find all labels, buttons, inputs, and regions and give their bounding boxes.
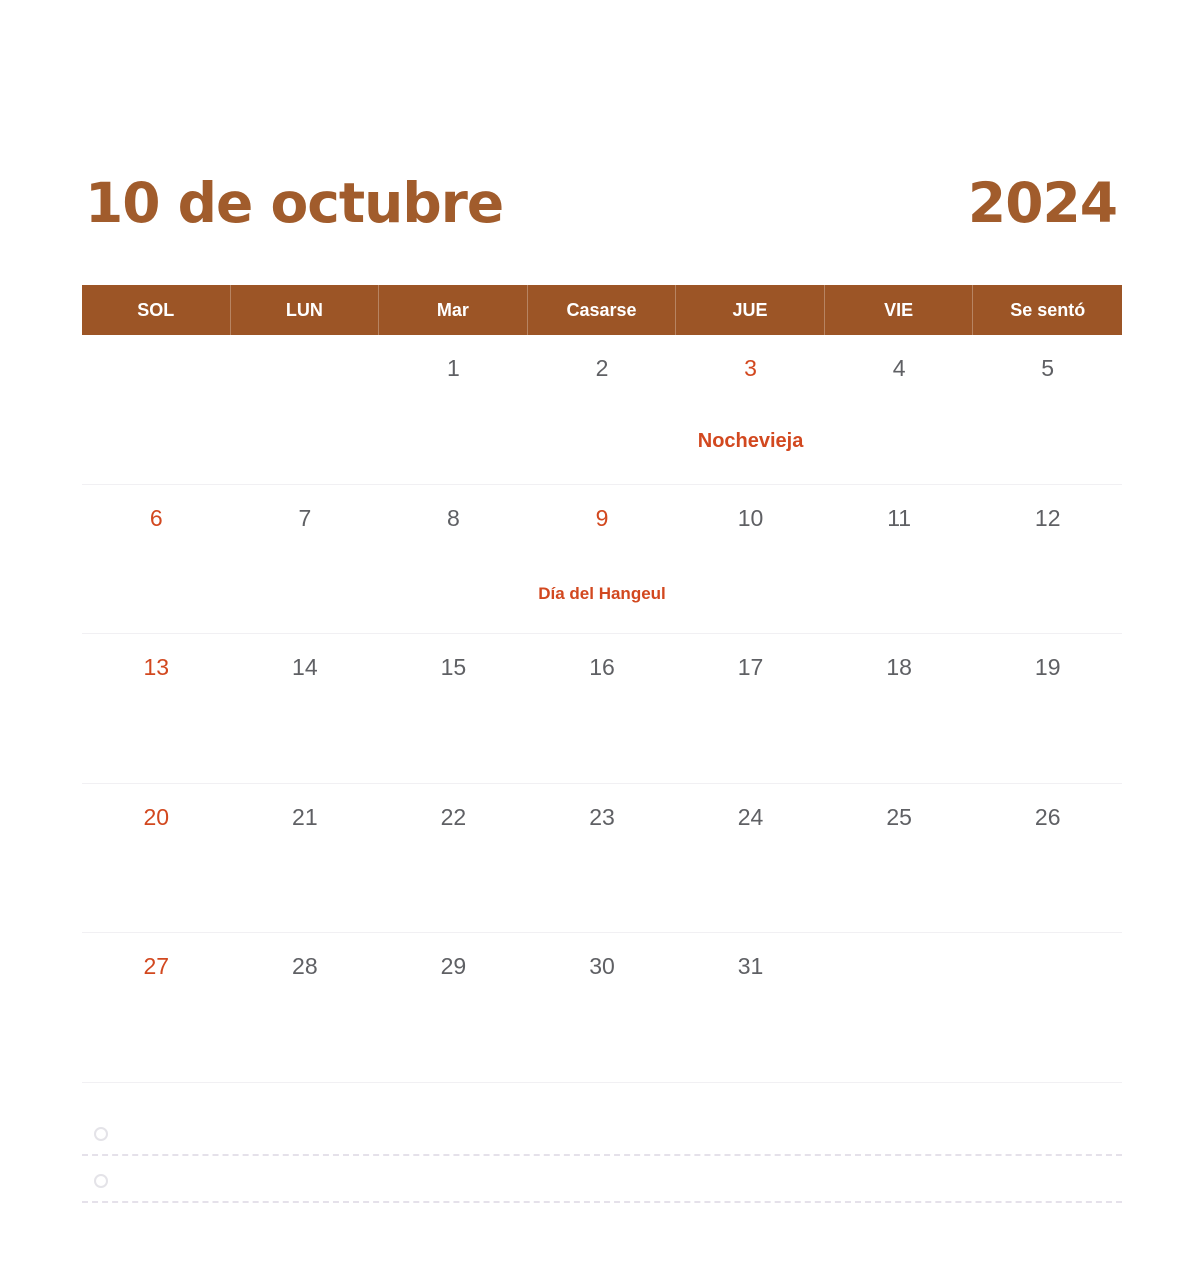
holiday-label-nochevieja: Nochevieja xyxy=(697,430,804,452)
day-number: 15 xyxy=(440,654,467,681)
day-cell-14 xyxy=(231,634,380,783)
day-cell-empty xyxy=(825,933,974,1082)
day-cell-21 xyxy=(231,784,380,933)
day-cell-empty xyxy=(82,335,231,484)
day-cell-empty xyxy=(231,335,380,484)
day-number: 16 xyxy=(589,654,615,681)
day-number: 1 xyxy=(447,355,460,381)
day-cell-8 xyxy=(379,485,528,634)
day-cell-5 xyxy=(973,335,1122,484)
day-number: 3 xyxy=(744,355,757,381)
day-number: 21 xyxy=(292,803,318,830)
day-number: 27 xyxy=(143,953,170,980)
day-number: 28 xyxy=(292,953,318,980)
day-cell-17 xyxy=(676,634,825,783)
day-number: 13 xyxy=(143,654,170,681)
day-number: 29 xyxy=(440,953,467,980)
day-number: 23 xyxy=(589,803,615,830)
week-row-3 xyxy=(82,634,1122,784)
day-number: 25 xyxy=(886,803,912,830)
day-number: 4 xyxy=(892,355,906,381)
day-cell-31 xyxy=(676,933,825,1082)
day-cell-9 xyxy=(528,485,677,634)
notes-section xyxy=(82,1083,1122,1203)
day-number: 6 xyxy=(149,504,163,531)
day-cell-16 xyxy=(528,634,677,783)
day-number: 2 xyxy=(595,355,609,381)
day-cell-4 xyxy=(825,335,974,484)
weekday-header xyxy=(82,285,1122,335)
day-number: 12 xyxy=(1034,504,1061,531)
day-cell-11 xyxy=(825,485,974,634)
day-number: 24 xyxy=(737,803,764,830)
week-row-5 xyxy=(82,933,1122,1083)
day-cell-12 xyxy=(973,485,1122,634)
day-number: 26 xyxy=(1034,803,1061,830)
note-row xyxy=(82,1083,1122,1156)
day-cell-1 xyxy=(379,335,528,484)
weekday-cell-casarse: Casarse xyxy=(528,285,677,335)
weekday-cell-mar: Mar xyxy=(379,285,528,335)
day-number: 9 xyxy=(595,504,609,531)
week-row-4 xyxy=(82,784,1122,934)
weekday-cell-lun: LUN xyxy=(231,285,380,335)
day-cell-22 xyxy=(379,784,528,933)
day-number: 8 xyxy=(447,504,460,531)
note-bullet-circle-icon xyxy=(94,1127,108,1141)
day-cell-2 xyxy=(528,335,677,484)
day-cell-18 xyxy=(825,634,974,783)
month-title: 10 de octubre xyxy=(85,171,504,235)
day-number: 5 xyxy=(1041,355,1055,381)
day-number: 7 xyxy=(298,504,312,531)
week-row-2 xyxy=(82,485,1122,635)
week-row-1 xyxy=(82,335,1122,485)
weekday-cell-sol: SOL xyxy=(82,285,231,335)
note-row xyxy=(82,1156,1122,1203)
year-label: 2024 xyxy=(967,171,1117,235)
day-number: 11 xyxy=(887,504,912,531)
day-cell-24 xyxy=(676,784,825,933)
day-number: 19 xyxy=(1034,654,1061,681)
day-cell-13 xyxy=(82,634,231,783)
day-cell-19 xyxy=(973,634,1122,783)
calendar xyxy=(82,285,1122,1083)
day-number: 10 xyxy=(737,504,764,531)
day-cell-26 xyxy=(973,784,1122,933)
day-cell-10 xyxy=(676,485,825,634)
day-cell-3 xyxy=(676,335,825,484)
day-cell-23 xyxy=(528,784,677,933)
day-cell-28 xyxy=(231,933,380,1082)
day-cell-30 xyxy=(528,933,677,1082)
note-bullet-circle-icon xyxy=(94,1174,108,1188)
day-cell-7 xyxy=(231,485,380,634)
day-number: 22 xyxy=(440,803,467,830)
day-number: 17 xyxy=(737,654,764,681)
day-number: 18 xyxy=(886,654,912,681)
day-number: 31 xyxy=(737,953,764,980)
day-cell-6 xyxy=(82,485,231,634)
weekday-cell-vie: VIE xyxy=(825,285,974,335)
weekday-cell-sesento: Se sentó xyxy=(1010,299,1086,320)
day-number: 30 xyxy=(589,953,615,980)
day-cell-empty xyxy=(973,933,1122,1082)
day-cell-20 xyxy=(82,784,231,933)
day-number: 20 xyxy=(143,803,170,830)
holiday-label-hangeul: Día del Hangeul xyxy=(538,583,666,603)
weekday-cell-jue: JUE xyxy=(676,285,825,335)
day-cell-29 xyxy=(379,933,528,1082)
day-cell-27 xyxy=(82,933,231,1082)
day-number: 14 xyxy=(292,654,318,681)
day-cell-25 xyxy=(825,784,974,933)
day-cell-15 xyxy=(379,634,528,783)
